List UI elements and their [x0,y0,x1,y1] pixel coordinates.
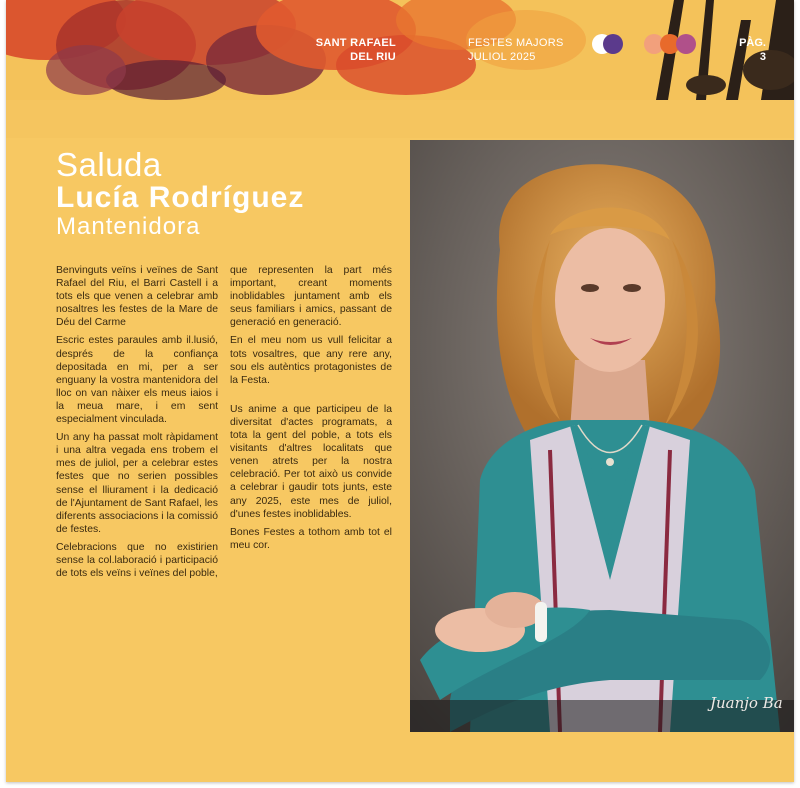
greeting-title: Saluda [56,146,162,183]
photographer-signature: Juanjo Ba [710,694,783,712]
text-column-2 [230,264,392,557]
paragraph: Bones Festes a tothom amb tot el meu cor. [230,526,392,551]
event-line-2: JULIOL 2025 [468,51,536,63]
decorative-dots [592,34,712,56]
paragraph: que representen la part més important, creant moments inoblidables juntament amb els seus familiars i amics, passant de generació en generació. [230,265,392,329]
paragraph: Un any ha passat molt ràpidament i una altra vegada ens trobem el mes de juliol, per a celebrar estes festes que no serien possibles sense el lliurament i la dedicació de l'Ajuntament de Sant Rafael, les diferents associacions i la comissió de festes. [56,432,218,535]
paragraph: En el meu nom us vull felicitar a tots vosaltres, que any rere any, sou els autèntics protagonistes de la Festa. [230,335,392,386]
page-number-value: 3 [759,51,766,63]
event-label [468,36,568,64]
author-name: Lucía Rodríguez [56,181,305,214]
paragraph: Celebracions que no existirien sense la col.laboració i participació de tots els veïns i veïnes del poble, [56,541,218,580]
dot-purple [603,34,623,54]
location-label [312,36,396,64]
author-role: Mantenidora [56,213,201,240]
paragraph: Escric estes paraules amb il.lusió, després de la confiança depositada en mi, per a ser enguany la vostra mantenidora del lloc on van nàixer els meus iaios i la meua mare, i em sent especialment vinculada. [56,335,218,426]
event-line-1: FESTES MAJORS [468,37,564,49]
dot-magenta [676,34,696,54]
text-column-1 [56,264,218,585]
portrait-photo [410,140,794,732]
page-number [720,36,766,64]
paragraph: Us anime a que participeu de la diversitat d'actes programats, a tota la gent del poble, a tots els visitants d'altres localitats que venen atrets per la nostra celebració. Per tot això us convide a celebrar i gaudir tots junts, este any 2025, este mes de juliol, d'unes festes inoblidables. [230,403,392,520]
magazine-page [6,0,794,782]
header-divider-band [6,100,794,138]
location-line-1: SANT RAFAEL [315,37,396,49]
page-label: PÀG. [739,37,766,49]
page-header [6,0,794,100]
paragraph: Benvinguts veïns i veïnes de Sant Rafael del Riu, el Barri Castell i a tots els que venen a celebrar amb nosaltres les festes de la Mare de Déu del Carme [56,265,218,329]
portrait-illustration [410,140,794,732]
location-line-2: DEL RIU [350,51,396,63]
